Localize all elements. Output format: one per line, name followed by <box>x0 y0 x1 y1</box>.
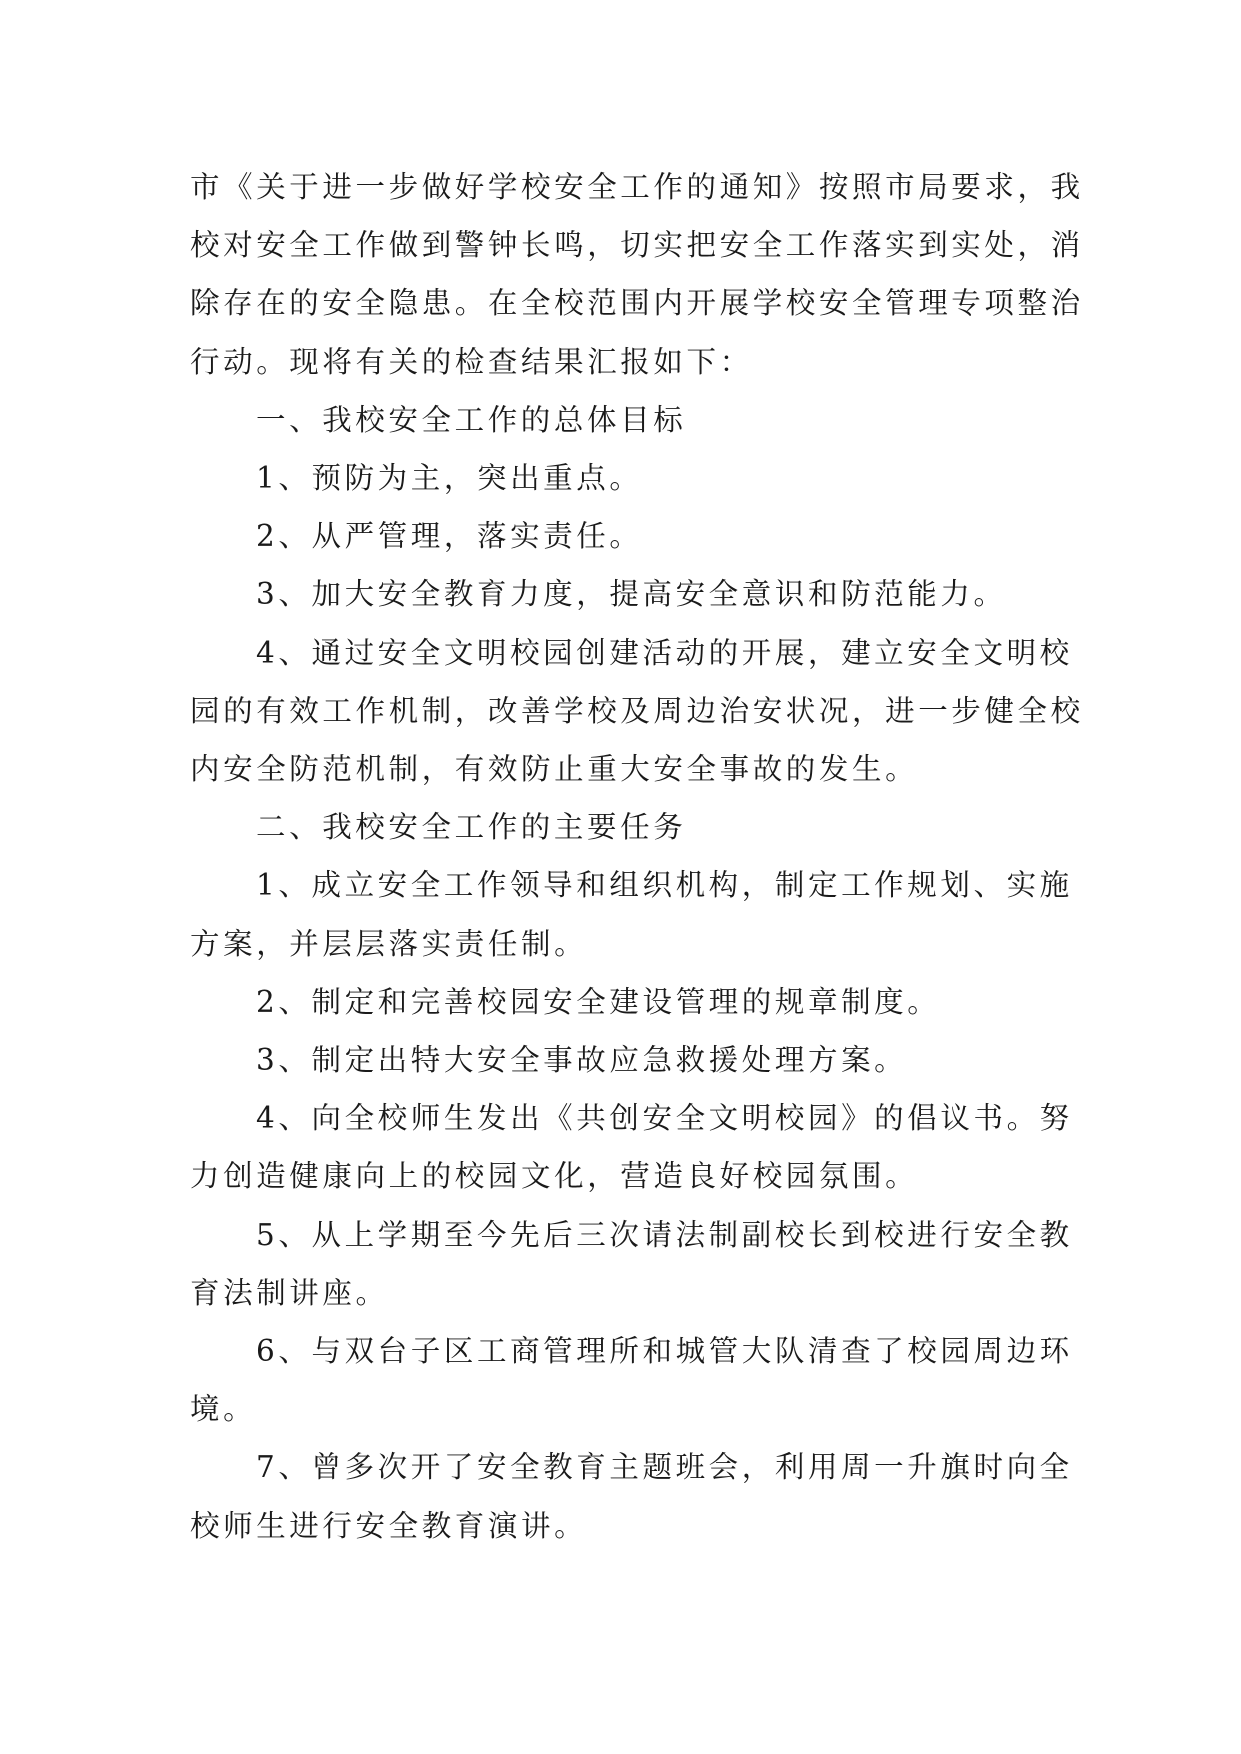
heading-main-tasks: 二、我校安全工作的主要任务 <box>256 810 687 845</box>
task-item-3: 3、制定出特大安全事故应急救援处理方案。 <box>256 1043 908 1078</box>
task-item-2: 2、制定和完善校园安全建设管理的规章制度。 <box>256 984 941 1019</box>
heading-overall-goals: 一、我校安全工作的总体目标 <box>256 402 687 437</box>
goal-item-3: 3、加大安全教育力度，提高安全意识和防范能力。 <box>256 577 1007 612</box>
task-item-5: 5、从上学期至今先后三次请法制副校长到校进行安全教育法制讲座。 <box>190 1217 1073 1310</box>
paragraph-intro: 市《关于进一步做好学校安全工作的通知》按照市局要求，我校对安全工作做到警钟长鸣，切实把安全工作落实到实处，消除存在的安全隐患。在全校范围内开展学校安全管理专项整治行动。现将有关的检查结果汇报如下： <box>190 170 1084 379</box>
goal-item-1: 1、预防为主，突出重点。 <box>256 461 643 496</box>
document-body <box>190 158 1090 1555</box>
task-item-1: 1、成立安全工作领导和组织机构，制定工作规划、实施方案，并层层落实责任制。 <box>190 868 1073 961</box>
goal-item-2: 2、从严管理，落实责任。 <box>256 519 643 554</box>
task-item-6: 6、与双台子区工商管理所和城管大队清查了校园周边环境。 <box>190 1334 1073 1427</box>
task-item-7: 7、曾多次开了安全教育主题班会，利用周一升旗时向全校师生进行安全教育演讲。 <box>190 1450 1073 1543</box>
goal-item-4: 4、通过安全文明校园创建活动的开展，建立安全文明校园的有效工作机制，改善学校及周边治安状况，进一步健全校内安全防范机制，有效防止重大安全事故的发生。 <box>190 635 1084 787</box>
task-item-4: 4、向全校师生发出《共创安全文明校园》的倡议书。努力创造健康向上的校园文化，营造良好校园氛围。 <box>190 1101 1073 1194</box>
